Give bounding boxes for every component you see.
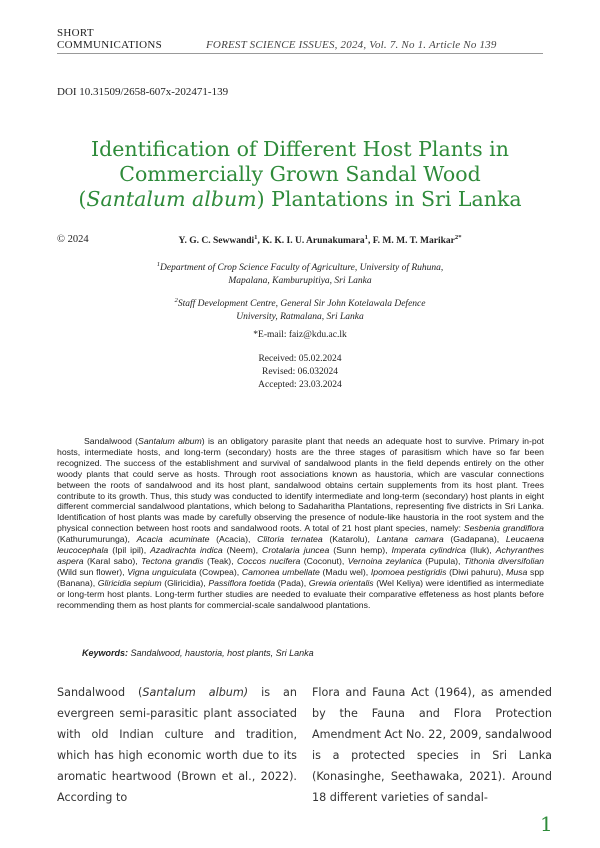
species-2: Acacia acuminate bbox=[136, 534, 210, 545]
date-accepted: Accepted: 23.03.2024 bbox=[258, 380, 342, 390]
species-4-name: (Gadapana), bbox=[443, 534, 506, 545]
species-20: Grewia orientalis bbox=[308, 577, 374, 588]
species-14-name: (Cowpea), bbox=[196, 566, 242, 577]
title-species: Santalum album bbox=[86, 187, 257, 211]
species-19-name: (Pada), bbox=[275, 577, 309, 588]
species-1-name: (Kathurumurunga), bbox=[57, 534, 137, 545]
species-16: Ipomoea pestigridis bbox=[370, 566, 447, 577]
abstract-paragraph bbox=[57, 436, 544, 611]
affiliation-2-line1 bbox=[100, 294, 500, 311]
species-1: Sesbenia grandiflora bbox=[463, 523, 544, 534]
body-column-left bbox=[57, 682, 297, 808]
species-12-name: (Pupula), bbox=[421, 555, 464, 566]
title-line-3 bbox=[60, 187, 540, 212]
page-number: 1 bbox=[540, 812, 553, 836]
section-label-line1: SHORT bbox=[57, 27, 94, 39]
species-16-name: (Diwi pahuru), bbox=[446, 566, 507, 577]
author-1-sup: 1 bbox=[254, 234, 258, 241]
species-15-name: (Madu wel), bbox=[319, 566, 371, 577]
species-2-name: (Acacia), bbox=[209, 534, 258, 545]
copyright: © 2024 bbox=[57, 234, 89, 245]
species-11-name: (Coconut), bbox=[300, 555, 348, 566]
title-line-2: Commercially Grown Sandal Wood bbox=[119, 162, 481, 186]
body-left-species: Santalum album) bbox=[142, 686, 249, 699]
journal-header: FOREST SCIENCE ISSUES, 2024, Vol. 7. No 1. Article No 139 bbox=[206, 39, 497, 51]
section-label bbox=[57, 27, 162, 51]
species-4: Lantana camara bbox=[376, 534, 444, 545]
body-column-right: Flora and Fauna Act (1964), as amended by the Fauna and Flora Protection Amendment Act No. 22, 2009, sandalwood is a protected species in Sri Lanka (Konasinghe, Seethawaka, 2021). Around 18 different varieties of sandal- bbox=[312, 686, 552, 804]
author-2-sup: 1 bbox=[364, 234, 368, 241]
keywords-text: Sandalwood, haustoria, host plants, Sri Lanka bbox=[128, 648, 314, 658]
paper-title bbox=[60, 137, 540, 212]
author-3: , F. M. M. T. Marikar bbox=[367, 236, 455, 247]
species-9-name: (Karal sabo), bbox=[83, 555, 142, 566]
email[interactable]: *E-mail: faiz@kdu.ac.lk bbox=[253, 330, 347, 340]
species-5-name: (Ipil ipil), bbox=[108, 545, 151, 556]
affiliation-1 bbox=[100, 258, 500, 288]
header-rule bbox=[57, 53, 543, 54]
species-14: Vigna unguiculata bbox=[127, 566, 197, 577]
date-revised: Revised: 06.032024 bbox=[262, 367, 338, 377]
affiliation-2 bbox=[100, 294, 500, 324]
species-7-name: (Sunn hemp), bbox=[329, 545, 392, 556]
section-label-line2: COMMUNICATIONS bbox=[57, 39, 163, 51]
species-17: Musa bbox=[506, 566, 528, 577]
species-6: Azadirachta indica bbox=[150, 545, 223, 556]
species-15: Camonea umbellate bbox=[241, 566, 320, 577]
abs-t1: Sandalwood ( bbox=[84, 436, 139, 446]
affiliation-1-line2: Mapalana, Kamburupitiya, Sri Lanka bbox=[228, 276, 372, 287]
author-3-sup: 2* bbox=[454, 234, 462, 241]
species-11: Coccos nucifera bbox=[237, 555, 301, 566]
species-18-name: (Gliricidia), bbox=[161, 577, 209, 588]
species-7: Crotalaria juncea bbox=[262, 545, 330, 556]
species-3-name: (Katarolu), bbox=[322, 534, 377, 545]
doi[interactable]: DOI 10.31509/2658-607x-202471-139 bbox=[57, 86, 229, 98]
body-left-text2: is an evergreen semi-parasitic plant associated with old Indian culture and tradition, which has high economic worth due to its aromatic heartwood (Brown et al., 2022). According to bbox=[57, 686, 297, 804]
affiliation-1-line1 bbox=[100, 258, 500, 275]
date-received: Received: 05.02.2024 bbox=[258, 354, 342, 364]
author-2: , K. K. I. U. Arunakumara bbox=[257, 236, 365, 247]
species-20-name: (Wel Keliya) were identified as intermediate or long-term host plants. Long-term further studies are needed to evaluate their comparative effeteness as host plants before recommending them as host plants for commercial-scale sandalwood plantations. bbox=[57, 577, 544, 610]
aff2-sup: 2 bbox=[174, 297, 178, 304]
species-10-name: (Teak), bbox=[203, 555, 238, 566]
species-6-name: (Neem), bbox=[222, 545, 263, 556]
aff2-text1: Staff Development Centre, General Sir John Kotelawala Defence bbox=[177, 299, 426, 310]
species-17-name: spp (Banana), bbox=[57, 566, 544, 588]
title-paren: ( bbox=[78, 187, 87, 211]
species-18: Gliricidia sepium bbox=[97, 577, 162, 588]
title-line-1: Identification of Different Host Plants in bbox=[91, 137, 509, 161]
abs-t2: ) is an obligatory parasite plant that needs an adequate host to survive. Primary in-pot hosts, intermediate hosts, and long-term (secondary) hosts are the three stages of parasitism which have so far been recognized. The success of the establishment and survival of sandalwood plants in the field depends entirely on the other woody plants that could serve as hosts. Through root associations known as haustoria, which are vascular connections between the roots of sandalwood and its host plant, sandalwood obtains certain supplements from its host plant. Trees contribute to its growth. Thus, this study was conducted to identify intermediate and long-term (secondary) host plants in eight different commercial sandalwood plantations, which belong to Sadaharitha Plantations, representing five districts in Sri Lanka. Identification of host plants was made by carefully observing the presence of nodule-like haustoria in the root system and the physical connection between host roots and sandalwood roots. A total of 21 host plant species, namely: bbox=[57, 436, 544, 534]
body-left-text1: Sandalwood ( bbox=[57, 686, 143, 699]
author-list bbox=[100, 234, 540, 246]
author-1: Y. G. C. Sewwandi bbox=[178, 236, 255, 247]
species-8: Imperata cylindrica bbox=[391, 545, 466, 556]
species-10: Tectona grandis bbox=[141, 555, 204, 566]
keywords-label: Keywords: bbox=[82, 648, 129, 658]
aff1-text1: Department of Crop Science Faculty of Agriculture, University of Ruhuna, bbox=[160, 263, 444, 274]
species-12: Vernoina zeylanica bbox=[347, 555, 422, 566]
abstract bbox=[57, 436, 544, 611]
species-3: Clitoria ternatea bbox=[257, 534, 323, 545]
keywords bbox=[82, 648, 314, 658]
species-9: Achyranthes aspera bbox=[57, 545, 544, 566]
abs-t1-i: Santalum album bbox=[138, 436, 202, 446]
species-8-name: (Iluk), bbox=[466, 545, 496, 556]
species-19: Passiflora foetida bbox=[208, 577, 276, 588]
title-line3-rest: ) Plantations in Sri Lanka bbox=[256, 187, 522, 211]
dates-block bbox=[100, 353, 500, 392]
aff1-sup: 1 bbox=[156, 261, 161, 268]
species-13-name: (Wild sun flower), bbox=[57, 566, 128, 577]
affiliation-2-line2: University, Ratmalana, Sri Lanka bbox=[236, 312, 364, 323]
species-13: Tithonia diversifolian bbox=[463, 555, 544, 566]
species-5: Leucaena leucocephala bbox=[57, 534, 544, 556]
